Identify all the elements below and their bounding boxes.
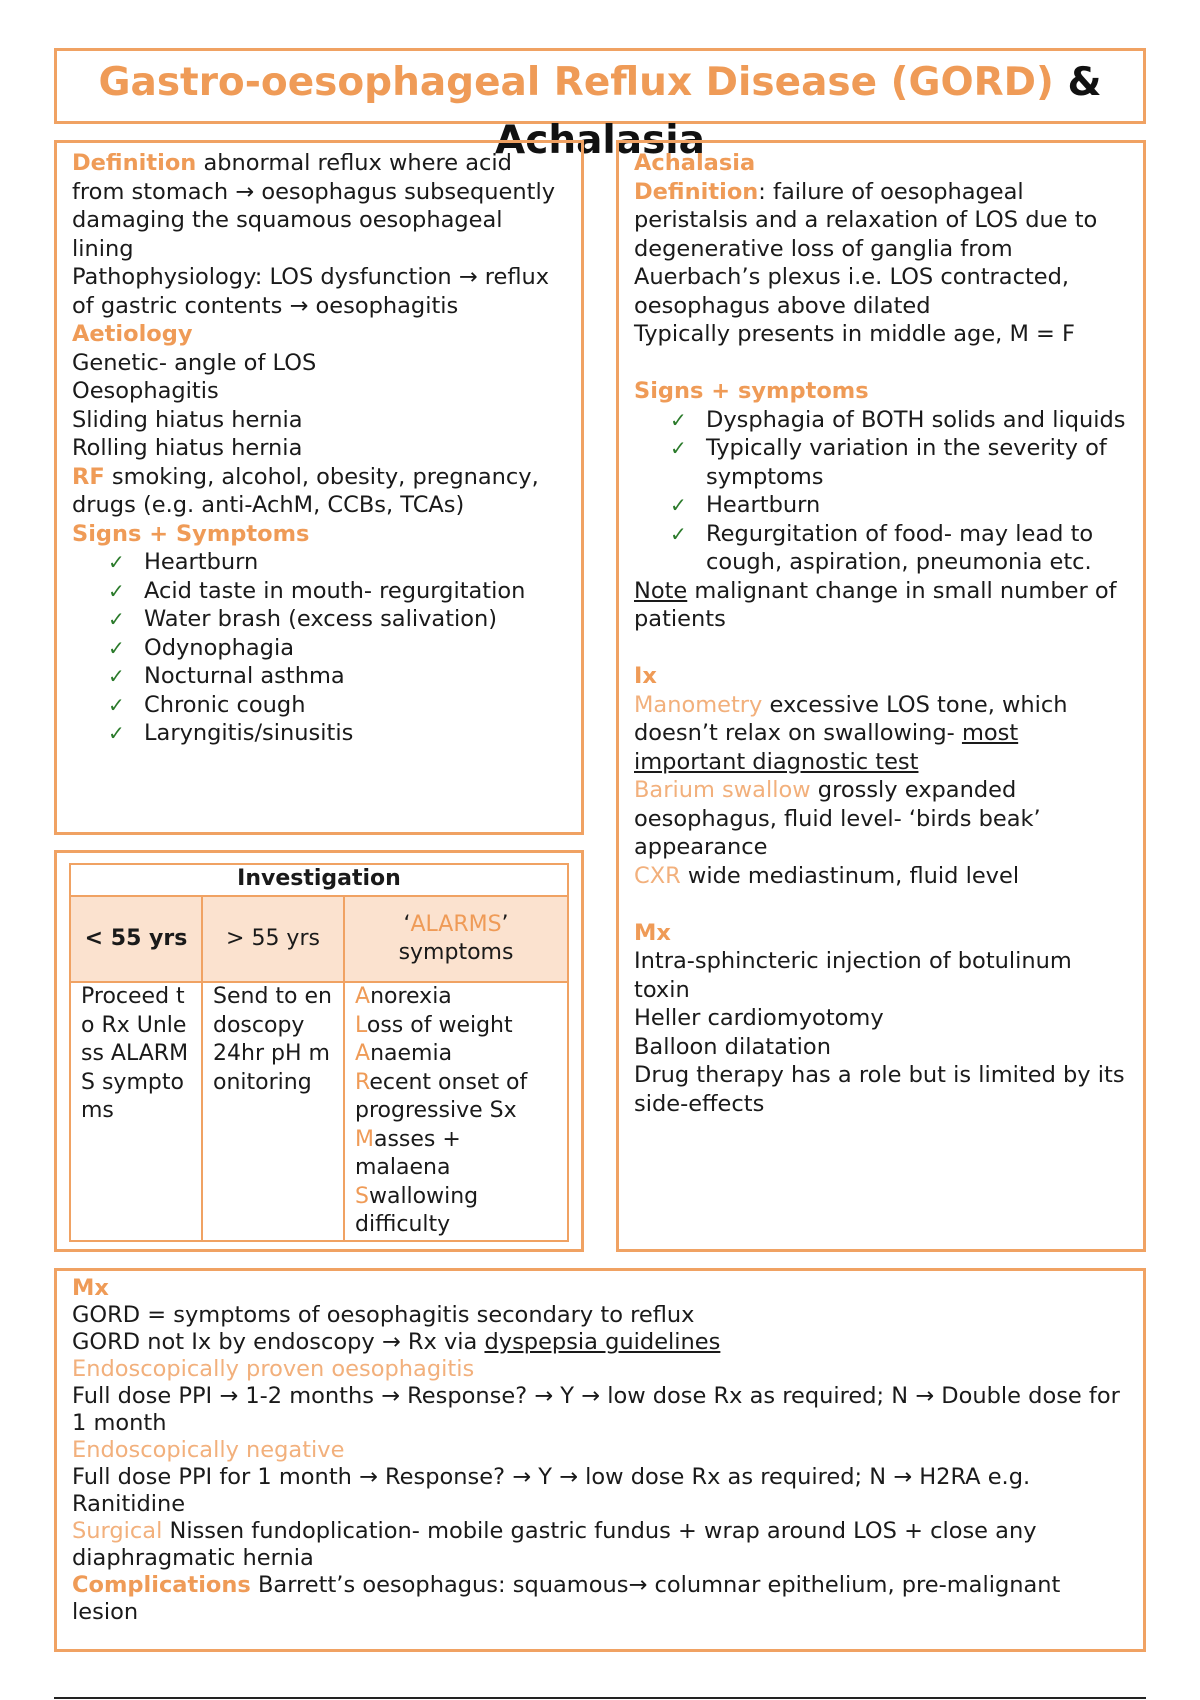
sign-text: Water brash (excess salivation) (144, 606, 498, 632)
surgical-label: Surgical (72, 1518, 163, 1544)
gord-definition-label: Definition (72, 150, 197, 176)
list-item (108, 605, 567, 634)
aetiology-item: Sliding hiatus hernia (72, 406, 303, 433)
gord-complications (72, 1572, 1129, 1626)
alarm-rest: wallowing difficulty (355, 1183, 479, 1237)
gord-definition-text: abnormal reflux where acid from stomach → oesophagus subsequently damaging the squamous oesophageal lining (72, 150, 556, 262)
manometry-underlined: most important diagnostic test (634, 720, 1019, 775)
cell-over-55 (202, 982, 344, 1241)
alarm-letter: A (355, 984, 371, 1009)
barium-text: grossly expanded oesophagus, fluid level- ‘birds beak’ appearance (634, 777, 1041, 860)
sign-text: Typically variation in the severity of symptoms (706, 435, 1107, 490)
achalasia-barium (634, 776, 1133, 862)
gord-risk-factors (72, 463, 567, 520)
gord-mx-line2-text: GORD not Ix by endoscopy → Rx via (72, 1329, 485, 1355)
header-alarms (344, 896, 568, 982)
achalasia-ix-heading: Ix (634, 663, 657, 689)
achalasia-note (634, 577, 1133, 634)
checkmark-icon: ✓ (108, 664, 125, 688)
sign-text: Odynophagia (144, 634, 294, 661)
note-label: Note (634, 577, 688, 604)
list-item (108, 577, 567, 606)
list-item (108, 719, 567, 748)
list-item (108, 548, 567, 577)
gord-definition (72, 149, 567, 263)
dyspepsia-guidelines-link: dyspepsia guidelines (484, 1329, 721, 1355)
complications-text: Barrett’s oesophagus: squamous→ columnar epithelium, pre-malignant lesion (72, 1572, 1061, 1625)
alarm-letter: M (355, 1126, 374, 1152)
header-under-55: < 55 yrs (70, 896, 202, 982)
investigation-box (54, 850, 584, 1252)
checkmark-icon: ✓ (108, 607, 125, 631)
cxr-text: wide mediastinum, fluid level (680, 862, 1020, 889)
alarm-item (355, 1040, 557, 1069)
alarm-item (355, 983, 557, 1012)
title-ampersand: & (1067, 60, 1102, 105)
surgical-text: Nissen fundoplication- mobile gastric fundus + wrap around LOS + close any diaphragmatic hernia (72, 1518, 1037, 1571)
manometry-label: Manometry (634, 691, 763, 718)
alarm-rest: oss of weight (366, 1012, 513, 1038)
achalasia-mx-item: Heller cardiomyotomy (634, 1005, 884, 1031)
alarm-item (355, 1126, 557, 1183)
alarm-rest: asses + malaena (355, 1126, 461, 1180)
list-item (670, 491, 1133, 520)
cxr-label: CXR (634, 862, 681, 889)
rf-text: smoking, alcohol, obesity, pregnancy, drugs (e.g. anti-AchM, CCBs, TCAs) (72, 463, 539, 518)
over-55-ph: 24hr pH monitoring (213, 1041, 330, 1095)
gord-overview-box (54, 140, 584, 835)
page-footer-rule (54, 1697, 1146, 1699)
achalasia-mx-item: Balloon dilatation (634, 1033, 831, 1060)
alarm-item (355, 1069, 557, 1126)
table-header-row (70, 896, 568, 982)
gord-management-box (54, 1268, 1146, 1652)
gord-mx-line2 (72, 1329, 1129, 1356)
achalasia-manometry (634, 691, 1133, 777)
aetiology-item: Oesophagitis (72, 378, 219, 404)
sign-text: Heartburn (706, 492, 821, 518)
achalasia-signs-heading: Signs + symptoms (634, 378, 869, 404)
over-55-endoscopy: Send to endoscopy (213, 984, 332, 1038)
checkmark-icon: ✓ (108, 692, 125, 717)
endoscopy-negative-text: Full dose PPI for 1 month → Response? → Y → low dose Rx as required; N → H2RA e.g. Ranitidine (72, 1464, 1031, 1517)
gord-aetiology-heading: Aetiology (72, 321, 193, 347)
sign-text: Dysphagia of BOTH solids and liquids (706, 406, 1126, 433)
alarm-letter: A (355, 1041, 371, 1066)
achalasia-cxr (634, 862, 1133, 891)
achalasia-box (616, 140, 1146, 1252)
list-item (670, 520, 1133, 577)
investigation-title: Investigation (70, 864, 568, 896)
alarm-item (355, 1012, 557, 1041)
achalasia-definition (634, 178, 1133, 321)
checkmark-icon: ✓ (670, 436, 687, 460)
header-alarms-word: ALARMS (410, 911, 502, 937)
gord-signs-heading: Signs + Symptoms (72, 520, 310, 547)
checkmark-icon: ✓ (108, 635, 125, 660)
sign-text: Heartburn (144, 549, 259, 575)
header-alarms-rest: ’ symptoms (398, 911, 514, 965)
list-item (670, 406, 1133, 435)
header-over-55: > 55 yrs (202, 896, 344, 982)
complications-label: Complications (72, 1572, 251, 1598)
alarm-letter: L (355, 1012, 367, 1038)
gord-mx-line1: GORD = symptoms of oesophagitis secondary to reflux (72, 1302, 695, 1328)
sign-text: Chronic cough (144, 691, 306, 718)
achalasia-signs-list (634, 406, 1133, 577)
manometry-text: excessive LOS tone, which doesn’t relax on swallowing- (634, 691, 1068, 746)
checkmark-icon: ✓ (670, 407, 687, 432)
aetiology-item: Rolling hiatus hernia (72, 435, 303, 461)
rf-label: RF (72, 463, 105, 490)
title-cut-line: Achalasia (495, 118, 705, 163)
alarm-letter: R (355, 1069, 370, 1095)
achalasia-definition-label: Definition (634, 178, 759, 205)
title-main: Gastro-oesophageal Reflux Disease (GORD) (98, 60, 1054, 105)
alarm-letter: S (355, 1183, 369, 1209)
achalasia-definition-text: : failure of oesophageal peristalsis and a relaxation of LOS due to degenerative loss of ganglia from Auerbach’s plexus i.e. LOS contracted, oesophagus above dilated (634, 178, 1098, 319)
barium-label: Barium swallow (634, 777, 811, 803)
sign-text: Acid taste in mouth- regurgitation (144, 577, 526, 604)
achalasia-presentation: Typically presents in middle age, M = F (634, 321, 1075, 347)
checkmark-icon: ✓ (108, 721, 125, 745)
sign-text: Nocturnal asthma (144, 663, 345, 689)
list-item (670, 434, 1133, 491)
gord-surgical (72, 1518, 1129, 1572)
checkmark-icon: ✓ (108, 578, 125, 603)
list-item (108, 662, 567, 691)
alarm-rest: naemia (370, 1041, 453, 1066)
aetiology-item: Genetic- angle of LOS (72, 349, 317, 376)
endoscopy-positive-text: Full dose PPI → 1-2 months → Response? → Y → low dose Rx as required; N → Double dose for 1 month (72, 1383, 1120, 1436)
cell-under-55: Proceed to Rx Unless ALARMS symptoms (70, 982, 202, 1241)
investigation-table (69, 863, 569, 1242)
alarm-item (355, 1183, 557, 1240)
achalasia-heading: Achalasia (634, 150, 756, 176)
alarm-rest: ecent onset of progressive Sx (355, 1069, 528, 1123)
sign-text: Laryngitis/sinusitis (144, 720, 354, 746)
checkmark-icon: ✓ (670, 521, 687, 546)
alarm-rest: norexia (370, 984, 452, 1009)
achalasia-mx-item: Intra-sphincteric injection of botulinum toxin (634, 948, 1072, 1003)
endoscopy-positive-heading: Endoscopically proven oesophagitis (72, 1356, 475, 1382)
header-alarms-quote: ‘ (403, 911, 411, 937)
achalasia-mx-item: Drug therapy has a role but is limited by its side-effects (634, 1062, 1125, 1117)
checkmark-icon: ✓ (108, 550, 125, 574)
list-item (108, 691, 567, 720)
gord-signs-list (72, 548, 567, 748)
achalasia-mx-heading: Mx (634, 919, 671, 946)
endoscopy-negative-heading: Endoscopically negative (72, 1437, 345, 1463)
gord-pathophysiology: Pathophysiology: LOS dysfunction → reflux of gastric contents → oesophagitis (72, 264, 550, 319)
sign-text: Regurgitation of food- may lead to cough, aspiration, pneumonia etc. (706, 520, 1094, 575)
note-text: malignant change in small number of patients (634, 577, 1117, 632)
gord-mx-heading: Mx (72, 1275, 109, 1301)
list-item (108, 634, 567, 663)
checkmark-icon: ✓ (670, 493, 687, 517)
table-row (70, 982, 568, 1241)
cell-alarms (344, 982, 568, 1241)
